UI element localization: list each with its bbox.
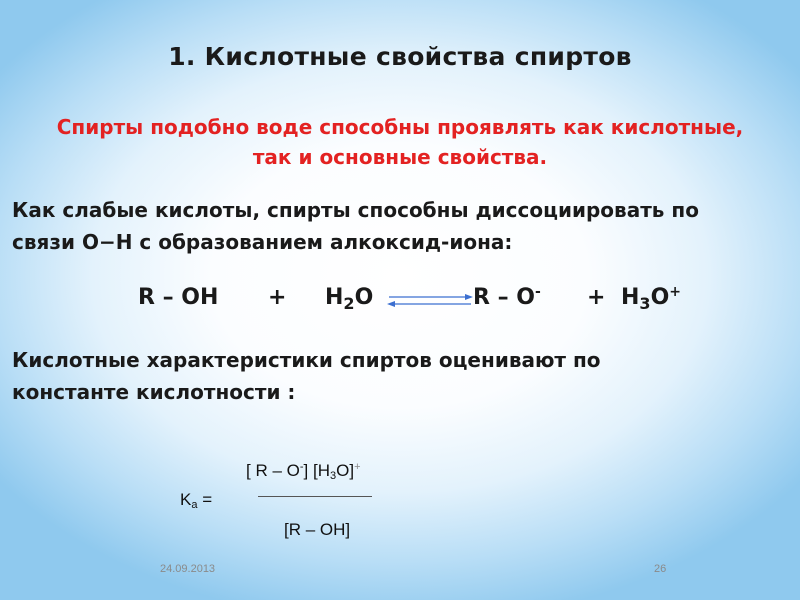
ka-symbol: $K_a$ = [180,490,213,511]
equilibrium-arrows-icon [385,290,475,312]
eq-hydronium: $H_3O^+$ [621,284,681,313]
dissociation-line-2: связи О−Н с образованием алкоксид-иона: [12,230,513,254]
eq-reactant-alcohol: R – OH [138,285,219,310]
intro-line-1: Спирты подобно воде способны проявлять как кислотные, [56,115,744,139]
fraction-bar [258,496,372,497]
dissociation-paragraph [12,194,787,258]
eq-water: $H_2O$ [325,285,374,313]
dissociation-line-1: Как слабые кислоты, спирты способны диссоциировать по [12,198,699,222]
acidity-paragraph [12,344,787,408]
eq-plus-1: + [268,285,287,310]
ka-numerator: [ R – O-] $[H_3O]^+$ [246,461,361,482]
slide-title: 1. Кислотные свойства спиртов [168,42,632,71]
slide-date: 24.09.2013 [160,563,216,575]
intro-line-2: так и основные свойства. [252,145,548,169]
acidity-line-1: Кислотные характеристики спиртов оценивают по [12,348,601,372]
slide-number: 26 [654,563,667,575]
acidity-line-2: константе кислотности : [12,380,296,404]
intro-text [0,112,800,172]
eq-plus-2: + [587,285,606,310]
ka-denominator: [R – OH] [284,520,351,539]
eq-alkoxide: R – O- [473,284,541,310]
